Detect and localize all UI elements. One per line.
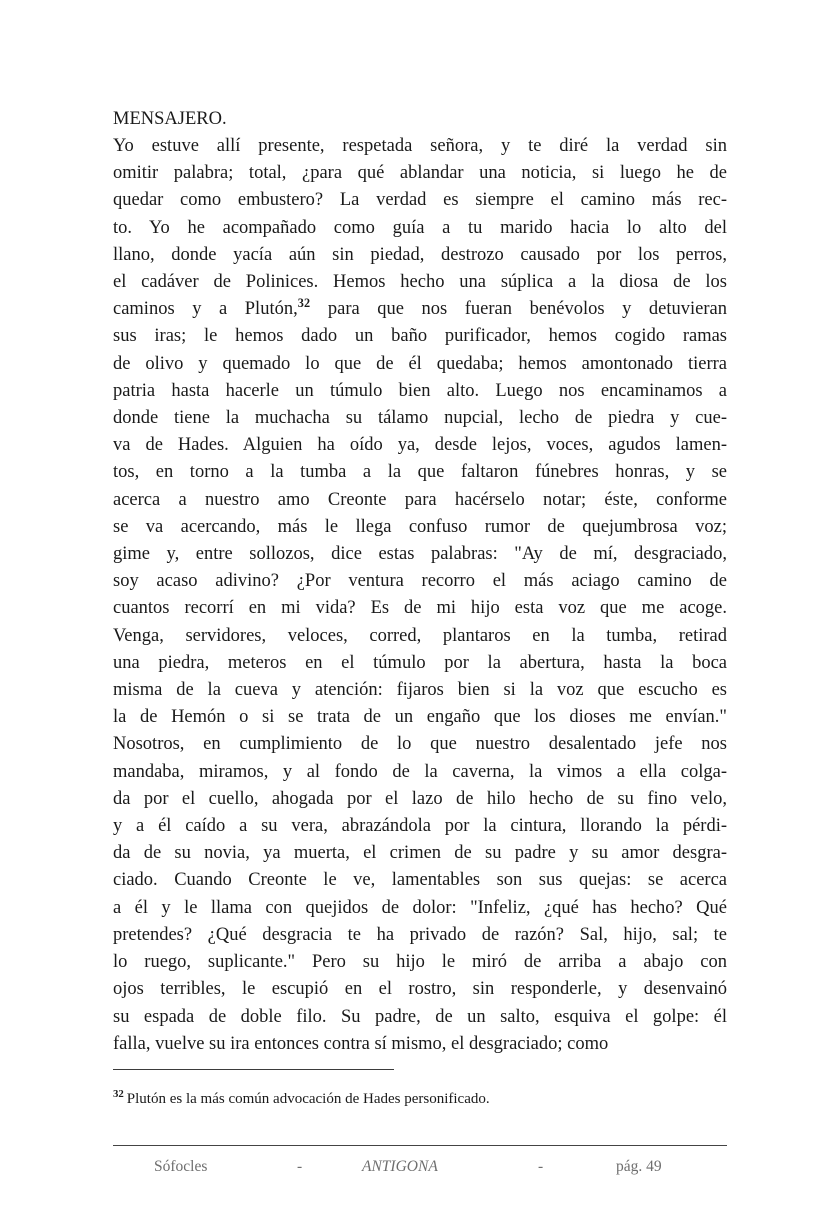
text-line: su espada de doble filo. Su padre, de un salto, esquiva el golpe: él <box>113 1006 727 1027</box>
footnote-separator-rule <box>113 1069 394 1070</box>
text-line: ciado. Cuando Creonte le ve, lamentables son sus quejas: se acerca <box>113 870 727 891</box>
text-line: misma de la cueva y atención: fijaros bien si la voz que escucho es <box>113 680 727 701</box>
text-line: sus iras; le hemos dado un baño purificador, hemos cogido ramas <box>113 326 727 347</box>
document-page <box>113 0 727 1214</box>
footnote-text: Plutón es la más común advocación de Hades personificado. <box>126 1091 490 1107</box>
footer-separator-rule <box>113 1145 727 1146</box>
text-line: la de Hemón o si se trata de un engaño que los dioses me envían." <box>113 707 727 728</box>
footnote-entry <box>113 1089 727 1109</box>
text-line: llano, donde yacía aún sin piedad, destrozo causado por los perros, <box>113 244 727 265</box>
text-line: to. Yo he acompañado como guía a tu marido hacia lo alto del <box>113 217 727 238</box>
text-line: se va acercando, más le llega confuso rumor de quejumbrosa voz; <box>113 516 727 537</box>
text-line: Yo estuve allí presente, respetada señora, y te diré la verdad sin <box>113 136 727 156</box>
footer-work-title: ANTIGONA <box>362 1158 438 1175</box>
footer-page-number: pág. 49 <box>616 1158 662 1175</box>
text-line: una piedra, meteros en el túmulo por la abertura, hasta la boca <box>113 652 727 673</box>
text-line: da de su novia, ya muerta, el crimen de su padre y su amor desgra- <box>113 843 727 864</box>
text-line: omitir palabra; total, ¿para qué ablandar una noticia, si luego he de <box>113 163 727 184</box>
text-line: el cadáver de Polinices. Hemos hecho una súplica a la diosa de los <box>113 272 727 293</box>
text-line: va de Hades. Alguien ha oído ya, desde lejos, voces, agudos lamen- <box>113 435 727 456</box>
text-line-part: caminos y a Plutón, <box>113 299 298 320</box>
footnote-number: 32 <box>113 1088 124 1100</box>
text-line: acerca a nuestro amo Creonte para hacérselo notar; éste, conforme <box>113 489 727 510</box>
text-line: pretendes? ¿Qué desgracia te ha privado de razón? Sal, hijo, sal; te <box>113 924 727 945</box>
text-line: lo ruego, suplicante." Pero su hijo le miró de arriba a abajo con <box>113 952 727 973</box>
text-line: Nosotros, en cumplimiento de lo que nuestro desalentado jefe nos <box>113 734 727 755</box>
text-line: a él y le llama con quejidos de dolor: "Infeliz, ¿qué has hecho? Qué <box>113 897 727 918</box>
text-line: mandaba, miramos, y al fondo de la caverna, la vimos a ella colga- <box>113 761 727 782</box>
text-line: y a él caído a su vera, abrazándola por la cintura, llorando la pérdi- <box>113 816 727 837</box>
text-line: Venga, servidores, veloces, corred, plantaros en la tumba, retirad <box>113 625 727 646</box>
text-line: ojos terribles, le escupió en el rostro, sin responderle, y desenvainó <box>113 979 727 1000</box>
text-line: tos, en torno a la tumba a la que faltaron fúnebres honras, y se <box>113 462 727 483</box>
text-line: donde tiene la muchacha su tálamo nupcial, lecho de piedra y cue- <box>113 408 727 429</box>
text-line: da por el cuello, ahogada por el lazo de hilo hecho de su fino velo, <box>113 788 727 809</box>
body-text <box>113 133 727 1058</box>
footer-separator-dash-1: - <box>297 1158 303 1175</box>
page-footer <box>113 1154 727 1180</box>
speaker-label: MENSAJERO. <box>113 109 227 129</box>
text-line-with-footnote-ref <box>113 296 727 323</box>
text-line: falla, vuelve su ira entonces contra sí mismo, el desgraciado; como <box>113 1033 609 1054</box>
text-line: soy acaso adivino? ¿Por ventura recorro el más aciago camino de <box>113 571 727 592</box>
footer-author: Sófocles <box>154 1158 208 1175</box>
text-line: cuantos recorrí en mi vida? Es de mi hijo esta voz que me acoge. <box>113 598 727 619</box>
text-line-part: para que nos fueran benévolos y detuvieran <box>310 299 728 320</box>
footer-separator-dash-2: - <box>538 1158 544 1175</box>
text-line: gime y, entre sollozos, dice estas palabras: "Ay de mí, desgraciado, <box>113 544 727 565</box>
footnote-reference-32[interactable]: 32 <box>297 296 311 311</box>
text-line: de olivo y quemado lo que de él quedaba; hemos amontonado tierra <box>113 353 727 374</box>
text-line: quedar como embustero? La verdad es siempre el camino más rec- <box>113 190 727 211</box>
text-line: patria hasta hacerle un túmulo bien alto. Luego nos encaminamos a <box>113 380 727 401</box>
